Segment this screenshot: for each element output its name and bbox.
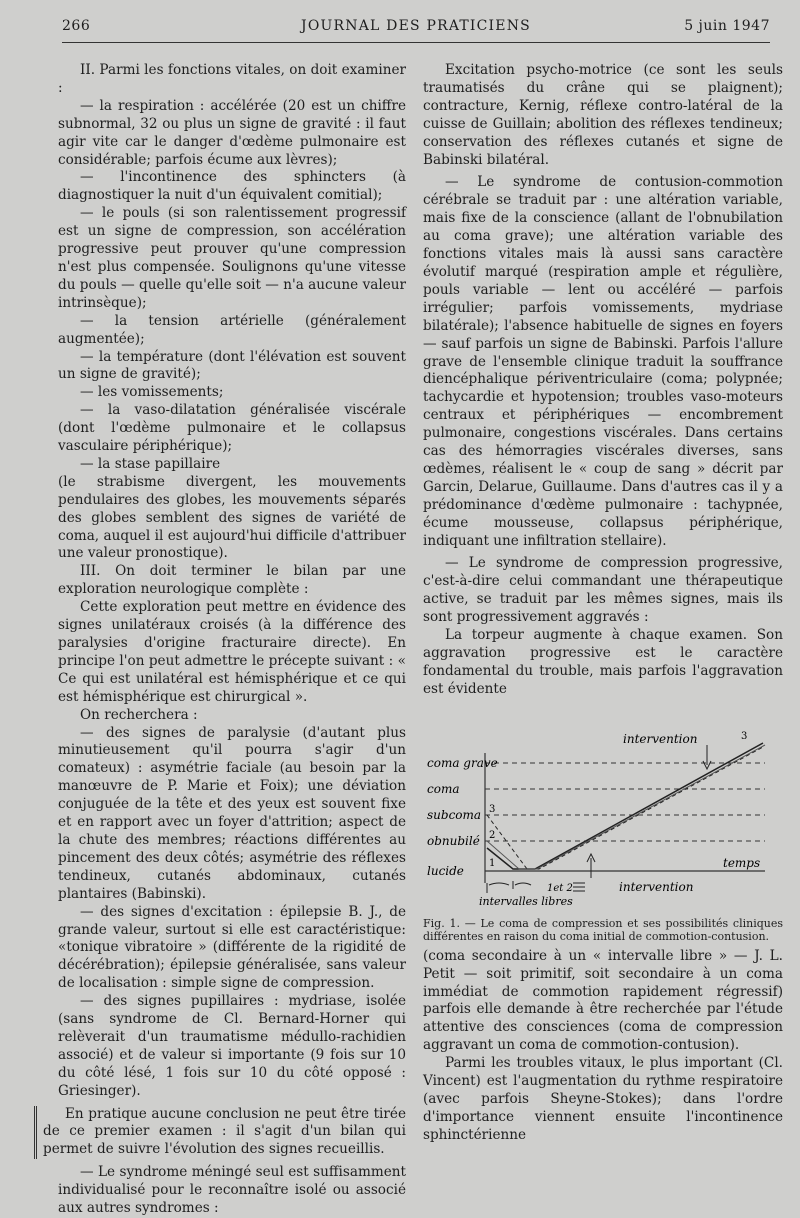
interval-brace (515, 883, 531, 885)
curve-number-2: 2 (489, 829, 496, 841)
paragraph: — la stase papillaire (80, 455, 221, 472)
left-column (43, 62, 406, 1218)
y-label-lucide: lucide (427, 863, 464, 878)
journal-title: JOURNAL DES PRATICIENS (301, 18, 531, 34)
interval-brace (489, 883, 509, 885)
figure-caption: Fig. 1. — Le coma de compression et ses possibilités cliniques différentes en raison du coma initial de commotion-contusion. (423, 916, 783, 943)
paragraph: Excitation psycho-motrice (ce sont les seuls traumatisés du crâne qui se plaignent); contracture, Kernig, réflexe contro-latéral de la cuisse de Guillain; abolition des réflexes tendineux; conservation des réflexes cutanés et signe de Babinski bilatéral. (423, 62, 783, 168)
y-label-coma: coma (427, 781, 460, 796)
paragraph: Cette exploration peut mettre en évidence des signes unilatéraux croisés (à la différence des paralysies d'origine fracturaire directe). En principe l'on peut admettre le précepte suivant : « Ce qui est unilatéral est hémisphérique et ce qui est hémisphérique est chirurgical ». (58, 599, 406, 705)
paragraph: Parmi les troubles vitaux, le plus important (Cl. Vincent) est l'augmentation du rythme respiratoire (avec parfois Sheyne-Stokes); dans l'ordre d'importance viennent ensuite l'incontinence sphinctérienne (423, 1055, 783, 1143)
paragraph: — la respiration : accélérée (20 est un chiffre subnormal, 32 ou plus un signe de gravité : il faut agir vite car le danger d'œdème pulmonaire est considérable; parfois écume aux lèvres); (58, 97, 406, 168)
annotation-intervention-top: intervention (623, 731, 698, 746)
figure-coma-diagram (423, 723, 783, 913)
paragraph: On recherchera : (80, 706, 198, 723)
paragraph: En pratique aucune conclusion ne peut être tirée de ce premier examen : il s'agit d'un bilan qui permet de suivre l'évolution des signes recueillis. (43, 1105, 406, 1158)
paragraph: La torpeur augmente à chaque examen. Son aggravation progressive est le caractère fondamental du trouble, mais parfois l'aggravation est évidente (423, 627, 783, 697)
annotation-intervention-bottom: intervention (619, 879, 694, 894)
paragraph: (coma secondaire à un « intervalle libre » — J. L. Petit — soit primitif, soit secondaire à un coma immédiat de commotion rapidement régressif) parfois elle demande à être recherchée par l'étude attentive des consciences (coma de compression aggravant un coma de commotion-contusion). (423, 947, 783, 1054)
paragraph: — l'incontinence des sphincters (à diagnostiquer la nuit d'un équivalent comitial); (58, 169, 406, 204)
curve-number-3: 3 (489, 803, 496, 815)
boxed-note (34, 1106, 406, 1160)
curve-number-3-top: 3 (741, 730, 748, 742)
paragraph: — des signes d'excitation : épilepsie B. J., de grande valeur, surtout si elle est caractéristique: «tonique vibratoire » (différente de la rigidité de décérébration); épilepsie généralisée, sans valeur de localisation : simple signe de compression. (58, 903, 406, 992)
y-label-obnubile: obnubilé (427, 833, 480, 848)
y-label-subcoma: subcoma (427, 807, 482, 822)
paragraph: — des signes pupillaires : mydriase, isolée (sans syndrome de Cl. Bernard-Horner qui relèverait d'un traumatisme médullo-rachidien associé) et de valeur si importante (9 fois sur 10 du côté lésé, 1 fois sur 10 du côté opposé : Griesinger). (58, 993, 406, 1099)
coma-diagram-svg (423, 723, 783, 913)
paragraph: (le strabisme divergent, les mouvements pendulaires des globes, les mouvements séparés des globes semblent des signes de variété de coma, auquel il est aujourd'hui difficile d'attribuer une valeur pronostique). (58, 473, 406, 562)
paragraph: II. Parmi les fonctions vitales, on doit examiner : (58, 62, 406, 96)
issue-date: 5 juin 1947 (684, 18, 770, 34)
paragraph: — la tension artérielle (généralement augmentée); (58, 312, 406, 347)
paragraph: — Le syndrome méningé seul est suffisamment individualisé pour le reconnaître isolé ou associé aux autres syndromes : (58, 1164, 406, 1217)
y-label-coma-grave: coma grave (427, 755, 498, 770)
page-header (62, 16, 770, 43)
paragraph: — Le syndrome de compression progressive, c'est-à-dire celui commandant une thérapeutique active, se traduit par les mêmes signes, mais ils sont progressivement aggravés : (423, 555, 783, 626)
section-heading: III. On doit terminer le bilan par une exploration neurologique complète : (58, 563, 406, 598)
annotation-intervalles: intervalles libres (479, 894, 573, 908)
paragraph: — la température (dont l'élévation est souvent un signe de gravité); (58, 348, 406, 383)
page-number: 266 (62, 18, 91, 34)
paragraph: — les vomissements; (80, 384, 224, 401)
right-column (423, 62, 783, 1145)
paragraph: — la vaso-dilatation généralisée viscérale (dont l'œdème pulmonaire et le collapsus vasculaire périphérique); (58, 402, 406, 455)
curve-1 (487, 743, 763, 869)
paragraph: — des signes de paralysie (d'autant plus minutieusement qu'il pourra s'agir d'un comateux) : asymétrie faciale (au besoin par la manœuvre de P. Marie et Foix); une déviation conjuguée de la tête et des yeux est souvent fixe et en rapport avec un foyer d'attrition; aspect de la chute des membres; réactions différentes au pincement des deux côtés; asymétrie des réflexes tendineux, cutanés abdominaux, cutanés plantaires (Babinski). (58, 724, 406, 902)
paragraph: — Le syndrome de contusion-commotion cérébrale se traduit par : une altération variable, mais fixe de la conscience (allant de l'obnubilation au coma grave); une altération variable des fonctions vitales mais là aussi sans caractère évolutif marqué (respiration ample et régulière, pouls variable — lent ou accéléré — parfois irrégulier; parfois vomissements, mydriase bilatérale); l'absence habituelle de signes en foyers — sauf parfois un signe de Babinski. Parfois l'allure grave de l'ensemble clinique traduit la souffrance diencéphalique périventriculaire (coma; polypnée; tachycardie et hypotension; troubles vaso-moteurs centraux et périphériques — encombrement pulmonaire, congestions viscérales. Dans certains cas des hémorragies viscérales diverses, sans œdèmes, réalisent le « coup de sang » décrit par Garcin, Delarue, Guillaume. Dans d'autres cas il y a prédominance d'œdème pulmonaire : tachypnée, écume mousseuse, collapsus périphérique, indiquant une infiltration stellaire). (423, 174, 783, 549)
x-label-temps: temps (723, 855, 761, 870)
paragraph: — le pouls (si son ralentissement progressif est un signe de compression, son accélération progressive peut prouver qu'une compression n'est plus compensée. Soulignons qu'une vitesse du pouls — quelle qu'elle soit — n'a aucune valeur intrinsèque); (58, 205, 406, 311)
curve-number-1: 1 (489, 857, 496, 869)
curve-3 (487, 745, 765, 869)
annotation-first-second: 1et 2 (547, 882, 573, 894)
